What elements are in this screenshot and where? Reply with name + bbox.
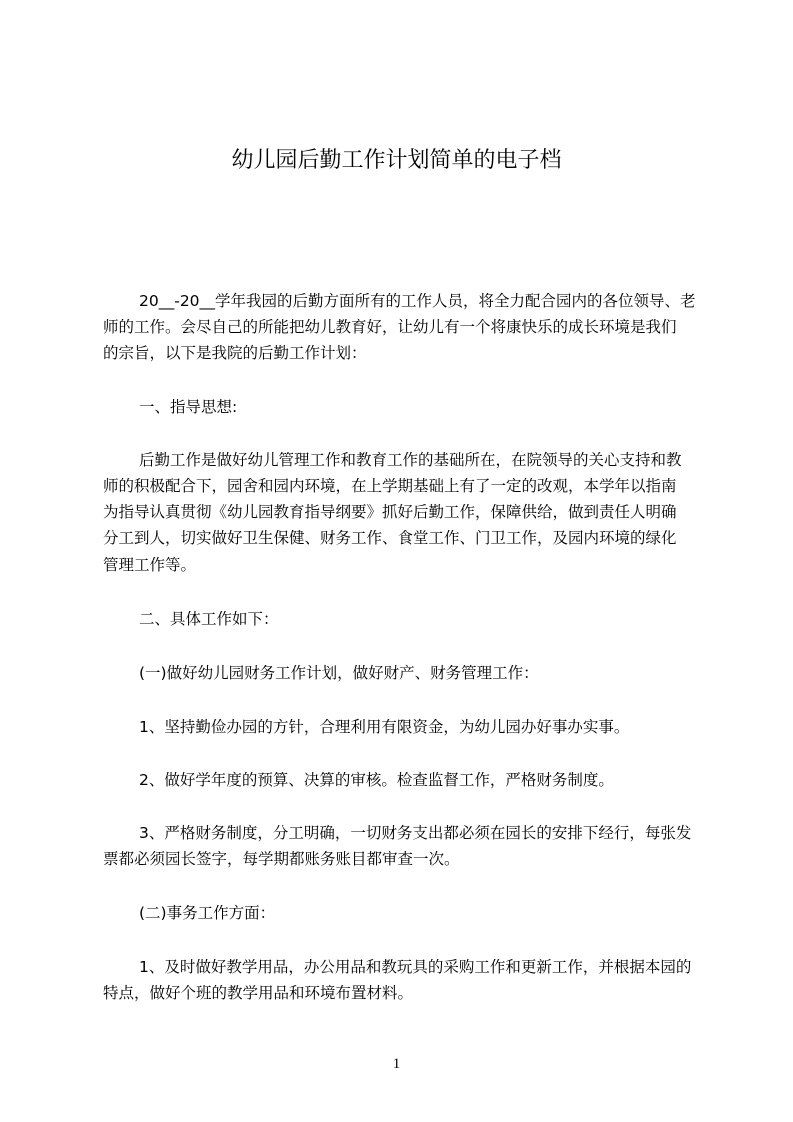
text-line: 1、及时做好教学用品，办公用品和教玩具的采购工作和更新工作，并根据本园的 xyxy=(139,958,692,976)
page-number: 1 xyxy=(392,1056,401,1072)
text-line: 的宗旨，以下是我院的后勤工作计划： xyxy=(103,344,367,362)
text-line: 后勤工作是做好幼儿管理工作和教育工作的基础所在，在院领导的关心支持和教 xyxy=(139,451,682,469)
text-line: 票都必须园长签字，每学期都账务账目都审查一次。 xyxy=(103,850,460,868)
text-line: 1、坚持勤俭办园的方针，合理利用有限资金，为幼儿园办好事办实事。 xyxy=(139,718,630,736)
document-title: 幼儿园后勤工作计划简单的电子档 xyxy=(231,148,562,173)
text-line: 师的工作。会尽自己的所能把幼儿教育好，让幼儿有一个将康快乐的成长环境是我们 xyxy=(103,318,677,336)
text-line: 特点，做好个班的教学用品和环境布置材料。 xyxy=(103,984,414,1002)
section-heading: 二、具体工作如下： xyxy=(139,610,279,628)
text-line: 20__-20__学年我园的后勤方面所有的工作人员，将全力配合园内的各位领导、老 xyxy=(139,292,696,310)
text-line: 师的积极配合下，园舍和园内环境，在上学期基础上有了一定的改观，本学年以指南 xyxy=(103,477,677,495)
text-line: 3、严格财务制度，分工明确，一切财务支出都必须在园长的安排下经行，每张发 xyxy=(139,824,692,842)
text-line: 分工到人，切实做好卫生保健、财务工作、食堂工作、门卫工作，及园内环境的绿化 xyxy=(103,529,677,547)
text-line: 2、做好学年度的预算、决算的审核。检查监督工作，严格财务制度。 xyxy=(139,771,614,789)
subsection-heading: (一)做好幼儿园财务工作计划，做好财产、财务管理工作： xyxy=(139,664,539,682)
text-line: 为指导认真贯彻《幼儿园教育指导纲要》抓好后勤工作，保障供给，做到责任人明确 xyxy=(103,503,677,521)
text-line: 管理工作等。 xyxy=(103,556,197,574)
section-heading: 一、指导思想: xyxy=(139,398,238,416)
subsection-heading: (二)事务工作方面： xyxy=(139,904,276,922)
